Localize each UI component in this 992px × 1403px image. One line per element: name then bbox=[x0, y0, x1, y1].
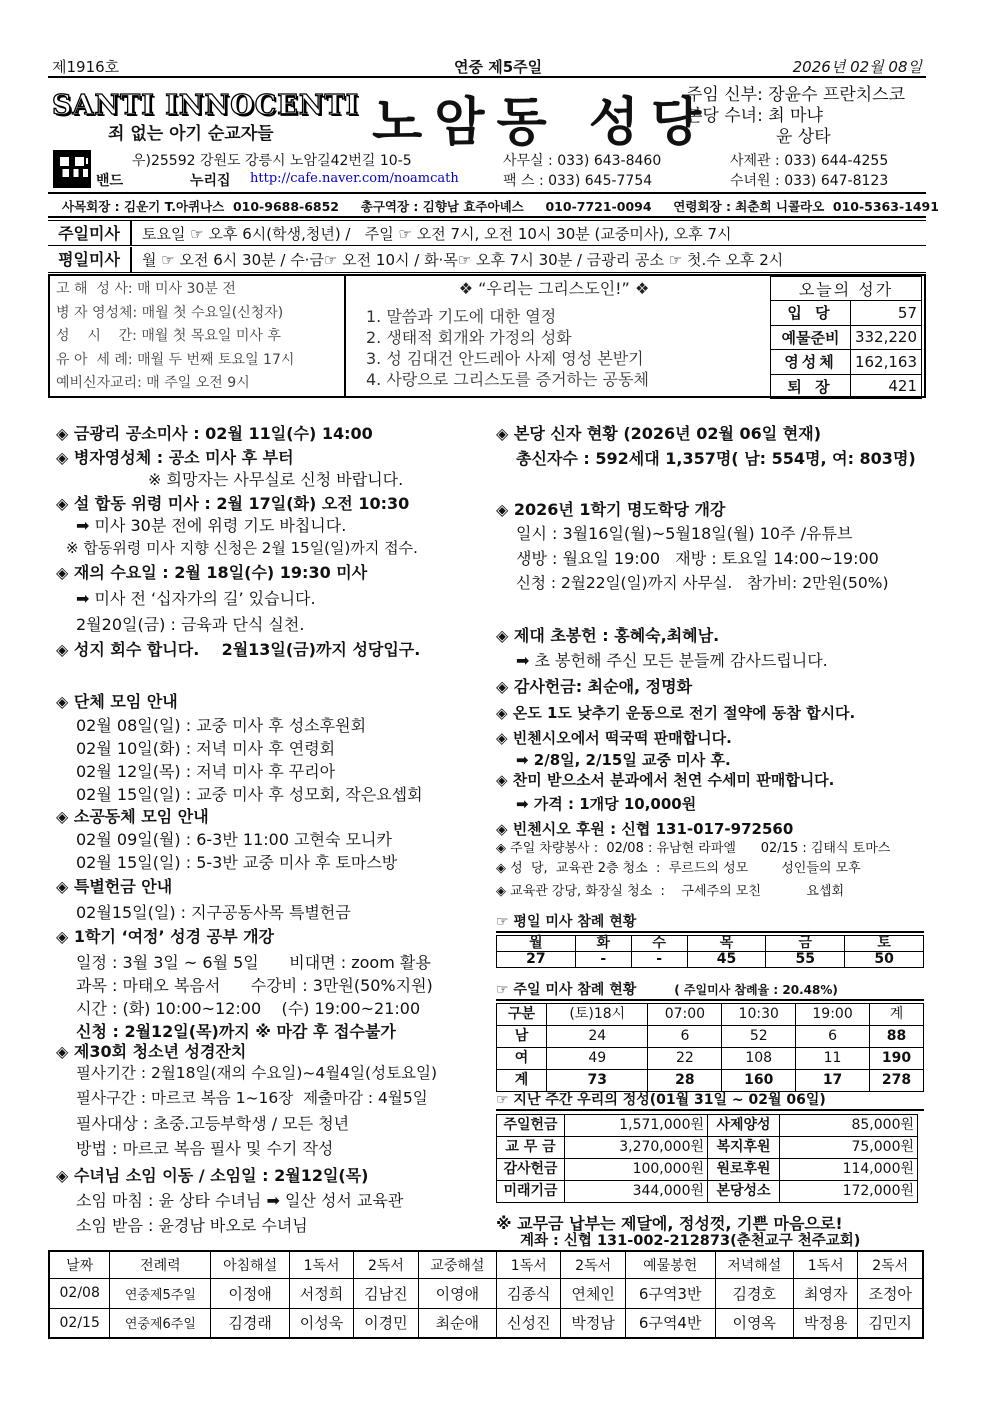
sunday-attendance-table bbox=[496, 1003, 924, 1092]
notice-heading: ◈ 본당 신자 현황 (2026년 02월 06일 현재) bbox=[496, 424, 822, 443]
church-name: 노암동 성당 bbox=[372, 93, 714, 153]
offering-amount: 3,270,000원 bbox=[565, 1137, 708, 1159]
tithe-notice: ※ 교무금 납부는 제달에, 정성껏, 기쁜 마음으로! bbox=[496, 1214, 843, 1233]
sunday-count: 24 bbox=[547, 1026, 648, 1048]
notice-line: 02월 09일(월) : 6-3반 11:00 고현숙 모니카 bbox=[76, 830, 392, 849]
roster-cell: 이경민 bbox=[354, 1308, 418, 1338]
notice-line: 생방 : 월요일 19:00 재방 : 토요일 14:00~19:00 bbox=[516, 549, 879, 568]
roster-cell: 박정용 bbox=[794, 1308, 858, 1338]
weekday-head: 월 bbox=[497, 936, 576, 952]
sunday-attendance-title-text: ☞ 주일 미사 참례 현황 bbox=[496, 982, 637, 998]
sunday-count: 28 bbox=[648, 1070, 722, 1092]
sunday-count: 22 bbox=[648, 1048, 722, 1070]
sacrament-item: 예비신자교리: 매 주일 오전 9시 bbox=[56, 375, 250, 391]
logo-english: SANTI INNOCENTI bbox=[52, 90, 360, 121]
roster-head: 저녁해설 bbox=[715, 1251, 793, 1278]
weekday-count: 45 bbox=[687, 952, 766, 968]
offering-label: 복지후원 bbox=[708, 1137, 780, 1159]
notice-heading: ◈ 재의 수요일 : 2월 18일(수) 19:30 미사 bbox=[56, 563, 368, 582]
notice-heading: ◈ 병자영성체 : 공소 미사 후 부터 bbox=[56, 448, 294, 467]
hymn-label: 퇴 장 bbox=[771, 374, 851, 399]
sunday-count: 160 bbox=[722, 1070, 796, 1092]
notice-line: 총신자수 : 592세대 1,357명( 남: 554명, 여: 803명) bbox=[516, 449, 916, 468]
notice-heading: ◈ 금광리 공소미사 : 02월 11일(수) 14:00 bbox=[56, 424, 373, 443]
sunday-total: 190 bbox=[869, 1048, 923, 1070]
offering-label: 본당성소 bbox=[708, 1181, 780, 1203]
notice-line: ➡ 2/8일, 2/15일 교중 미사 후. bbox=[516, 751, 731, 769]
notice-heading: ◈ 빈첸시오 후원 : 신협 131-017-972560 bbox=[496, 820, 794, 838]
website-link[interactable]: http://cafe.naver.com/noamcath bbox=[250, 171, 459, 186]
diamond-icon: ❖ bbox=[458, 279, 479, 298]
sunday-row-label: 남 bbox=[497, 1026, 547, 1048]
notice-heading: ◈ 2026년 1학기 명도학당 개강 bbox=[496, 500, 726, 519]
header-bar bbox=[48, 56, 926, 78]
rectory-tel: 사제관 : 033) 644-4255 bbox=[730, 153, 889, 169]
weekday-mass-label: 평일미사 bbox=[48, 247, 132, 272]
roster-head: 2독서 bbox=[354, 1251, 418, 1278]
offering-amount: 1,571,000원 bbox=[565, 1115, 708, 1137]
roster-cell: 김종식 bbox=[497, 1278, 561, 1308]
roster-cell: 6구역3반 bbox=[625, 1278, 715, 1308]
roster-head: 1독서 bbox=[794, 1251, 858, 1278]
roster-cell: 조정아 bbox=[858, 1278, 923, 1308]
weekday-count: 55 bbox=[766, 952, 845, 968]
sunday-mass-label: 주일미사 bbox=[48, 221, 132, 245]
diamond-icon: ❖ bbox=[629, 279, 650, 298]
weekday-head: 토 bbox=[845, 936, 924, 952]
roster-cell: 신성진 bbox=[497, 1308, 561, 1338]
notice-line: 필사기간 : 2월18일(재의 수요일)~4월4일(성토요일) bbox=[76, 1064, 438, 1082]
offering-amount: 344,000원 bbox=[565, 1181, 708, 1203]
roster-cell: 이영애 bbox=[418, 1278, 496, 1308]
motto-item: 3. 성 김대건 안드레아 사제 영성 본받기 bbox=[366, 349, 644, 368]
offering-label: 원로후원 bbox=[708, 1159, 780, 1181]
roster-head: 2독서 bbox=[561, 1251, 625, 1278]
notice-line: ➡ 미사 전 ‘십자가의 길’ 있습니다. bbox=[76, 589, 316, 608]
hymn-label: 영성체 bbox=[771, 350, 851, 375]
notice-line: 소임 받음 : 윤경남 바오로 수녀님 bbox=[76, 1216, 308, 1235]
pastor: 주임 신부: 장윤수 프란치스코 bbox=[686, 85, 906, 105]
sunday-attendance-title bbox=[496, 979, 924, 1001]
notice-line: 시간 : (화) 10:00~12:00 (수) 19:00~21:00 bbox=[76, 999, 421, 1018]
sunday-count: 6 bbox=[796, 1026, 870, 1048]
roster-head: 2독서 bbox=[858, 1251, 923, 1278]
roster-cell: 이성욱 bbox=[289, 1308, 353, 1338]
roster-liturgy: 연중제5주일 bbox=[110, 1278, 211, 1308]
roster-date: 02/15 bbox=[49, 1308, 110, 1338]
sacrament-item: 고 해 성 사: 매 미사 30분 전 bbox=[56, 281, 236, 297]
notice-line: 필사대상 : 초중.고등부학생 / 모든 청년 bbox=[76, 1114, 350, 1133]
notice-heading: ◈ 빈첸시오에서 떡국떡 판매합니다. bbox=[496, 729, 732, 747]
roster-date: 02/08 bbox=[49, 1278, 110, 1308]
sunday-count: 73 bbox=[547, 1070, 648, 1092]
roster-cell: 6구역4반 bbox=[625, 1308, 715, 1338]
offering-label: 미래기금 bbox=[497, 1181, 565, 1203]
qr-code-icon bbox=[53, 150, 91, 188]
notice-heading: ◈ 찬미 받으소서 분과에서 천연 수세미 판매합니다. bbox=[496, 771, 835, 789]
notice-line: 02월15일(일) : 지구공동사목 특별헌금 bbox=[76, 903, 351, 922]
bank-account: 계좌 : 신협 131-002-212873(춘천교구 천주교회) bbox=[520, 1233, 861, 1249]
sunday-mass-text: 토요일 ☞ 오후 6시(학생,청년) / 주일 ☞ 오전 7시, 오전 10시 30분 (교중미사), 오후 7시 bbox=[142, 225, 732, 243]
sunday-head: 19:00 bbox=[796, 1004, 870, 1026]
sunday-total: 88 bbox=[869, 1026, 923, 1048]
motto-item: 2. 생태적 회개와 가정의 성화 bbox=[366, 328, 572, 347]
parish-motto bbox=[346, 276, 762, 396]
issue-number: 제1916호 bbox=[52, 58, 120, 76]
office-fax: 팩 스 : 033) 645-7754 bbox=[503, 173, 653, 189]
sunday-head: 10:30 bbox=[722, 1004, 796, 1026]
weekday-head: 수 bbox=[631, 936, 687, 952]
notice-heading: ◈ 소공동체 모임 안내 bbox=[56, 807, 209, 826]
notice-heading: ◈ 단체 모임 안내 bbox=[56, 692, 178, 711]
roster-cell: 이정애 bbox=[211, 1278, 289, 1308]
notice-heading: ◈ 1학기 ‘여정’ 성경 공부 개강 bbox=[56, 927, 275, 946]
notice-line: 소임 마침 : 윤 상타 수녀님 ➡ 일산 성서 교육관 bbox=[76, 1191, 404, 1210]
sunday-count: 17 bbox=[796, 1070, 870, 1092]
notice-line: 신청 : 2월22일(일)까지 사무실. 참가비: 2만원(50%) bbox=[516, 574, 889, 592]
sacraments-list bbox=[50, 276, 346, 396]
roster-cell: 최영자 bbox=[794, 1278, 858, 1308]
roster-cell: 서정희 bbox=[289, 1278, 353, 1308]
notice-heading: ◈ 온도 1도 낮추기 운동으로 전기 절약에 동참 합시다. bbox=[496, 704, 856, 722]
sunday-count: 52 bbox=[722, 1026, 796, 1048]
notice-line: 02월 08일(일) : 교중 미사 후 성소후원회 bbox=[76, 716, 367, 735]
liturgy-roster bbox=[48, 1250, 924, 1339]
notice-line: ※ 합동위령 미사 지향 신청은 2월 15일(일)까지 접수. bbox=[66, 539, 418, 557]
notice-line: 과목 : 마태오 복음서 수강비 : 3만원(50%지원) bbox=[76, 976, 433, 995]
council-text: 사목회장 : 김운기 T.아퀴나스 010-9688-6852 총구역장 : 김향남 효주아녜스 010-7721-0094 연령회장 : 최춘희 니콜라오 010-5363-1491 bbox=[62, 199, 939, 214]
notice-line: 02월 15일(일) : 5-3반 교중 미사 후 토마스방 bbox=[76, 853, 398, 872]
sunday-row-label: 계 bbox=[497, 1070, 547, 1092]
sunday-head: (토)18시 bbox=[547, 1004, 648, 1026]
roster-head: 1독서 bbox=[497, 1251, 561, 1278]
offering-amount: 172,000원 bbox=[780, 1181, 918, 1203]
hymn-value: 332,220 bbox=[850, 325, 921, 350]
roster-head: 날짜 bbox=[49, 1251, 110, 1278]
roster-cell: 박정남 bbox=[561, 1308, 625, 1338]
roster-head: 전례력 bbox=[110, 1251, 211, 1278]
offering-title: ☞ 지난 주간 우리의 정성(01월 31일 ~ 02월 06일) bbox=[496, 1089, 924, 1111]
notice-line: ◈ 교육관 강당, 화장실 청소 : 구세주의 모친 요셉회 bbox=[496, 884, 845, 899]
band-label: 밴드 bbox=[96, 173, 124, 189]
office-tel: 사무실 : 033) 643-8460 bbox=[503, 153, 662, 169]
sacrament-item: 성 시 간: 매월 첫 목요일 미사 후 bbox=[56, 328, 281, 344]
sunday-total: 278 bbox=[869, 1070, 923, 1092]
offering-label: 교 무 금 bbox=[497, 1137, 565, 1159]
roster-cell: 김경래 bbox=[211, 1308, 289, 1338]
web-label: 누리집 bbox=[190, 173, 231, 189]
notice-heading: ◈ 제30회 청소년 성경잔치 bbox=[56, 1042, 247, 1061]
motto-item: 1. 말씀과 기도에 대한 열정 bbox=[366, 307, 557, 326]
sunday-row-label: 여 bbox=[497, 1048, 547, 1070]
hymn-label: 예물준비 bbox=[771, 325, 851, 350]
address: 우)25592 강원도 강릉시 노암길42번길 10-5 bbox=[132, 153, 412, 169]
notice-line: 02월 10일(화) : 저녁 미사 후 연령회 bbox=[76, 739, 336, 758]
notice-heading: ◈ 감사헌금: 최순애, 정명화 bbox=[496, 677, 693, 696]
liturgical-week: 연중 제5주일 bbox=[454, 58, 543, 76]
sunday-head: 계 bbox=[869, 1004, 923, 1026]
sunday-count: 108 bbox=[722, 1048, 796, 1070]
notice-line: 일정 : 3월 3일 ~ 6월 5일 비대면 : zoom 활용 bbox=[76, 953, 431, 972]
roster-cell: 연체인 bbox=[561, 1278, 625, 1308]
logo-korean: 죄 없는 아기 순교자들 bbox=[108, 124, 274, 144]
motto-title bbox=[366, 278, 742, 299]
notice-line: ◈ 주일 차량봉사 : 02/08 : 유남현 라파엘 02/15 : 김태식 토마스 bbox=[496, 841, 891, 856]
notice-line: ➡ 미사 30분 전에 위령 기도 바칩니다. bbox=[76, 516, 347, 535]
notice-heading: ◈ 설 합동 위령 미사 : 2월 17일(화) 오전 10:30 bbox=[56, 494, 410, 513]
info-box bbox=[48, 274, 926, 398]
weekday-count: - bbox=[575, 952, 631, 968]
weekday-count: 27 bbox=[497, 952, 576, 968]
hymns-title: 오늘의 성가 bbox=[771, 277, 922, 301]
hymn-value: 57 bbox=[850, 301, 921, 326]
offering-label: 주일헌금 bbox=[497, 1115, 565, 1137]
hymn-label: 입 당 bbox=[771, 301, 851, 326]
notice-line: 02월 15일(일) : 교중 미사 후 성모회, 작은요셉회 bbox=[76, 785, 423, 804]
council-line bbox=[48, 192, 939, 218]
offering-amount: 85,000원 bbox=[780, 1115, 918, 1137]
sunday-count: 11 bbox=[796, 1048, 870, 1070]
offering-amount: 100,000원 bbox=[565, 1159, 708, 1181]
roster-cell: 김경호 bbox=[715, 1278, 793, 1308]
roster-head: 교중해설 bbox=[418, 1251, 496, 1278]
hymns-table bbox=[770, 276, 922, 399]
roster-head: 예물봉헌 bbox=[625, 1251, 715, 1278]
sunday-head: 구분 bbox=[497, 1004, 547, 1026]
roster-head: 아침해설 bbox=[211, 1251, 289, 1278]
hymn-value: 421 bbox=[850, 374, 921, 399]
offering-amount: 75,000원 bbox=[780, 1137, 918, 1159]
sunday-head: 07:00 bbox=[648, 1004, 722, 1026]
roster-cell: 김민지 bbox=[858, 1308, 923, 1338]
issue-date: 2026년 02월 08일 bbox=[792, 58, 922, 76]
sacrament-item: 병 자 영성체: 매월 첫 수요일(신청자) bbox=[56, 304, 284, 321]
hymn-value: 162,163 bbox=[850, 350, 921, 375]
sacrament-item: 유 아 세 례: 매월 두 번째 토요일 17시 bbox=[56, 351, 295, 368]
weekday-head: 금 bbox=[766, 936, 845, 952]
motto-item: 4. 사랑으로 그리스도를 증거하는 공동체 bbox=[366, 370, 649, 389]
notice-line: 신청 : 2월12일(목)까지 ※ 마감 후 접수불가 bbox=[76, 1022, 396, 1041]
sunday-count: 49 bbox=[547, 1048, 648, 1070]
weekday-head: 목 bbox=[687, 936, 766, 952]
offering-table bbox=[496, 1114, 918, 1203]
notice-line: 방법 : 마르코 복음 필사 및 수기 작성 bbox=[76, 1139, 334, 1158]
notice-heading: ◈ 제대 초봉헌 : 홍혜숙,최혜남. bbox=[496, 626, 720, 645]
roster-cell: 이영옥 bbox=[715, 1308, 793, 1338]
weekday-head: 화 bbox=[575, 936, 631, 952]
notice-line: ➡ 가격 : 1개당 10,000원 bbox=[516, 795, 697, 813]
roster-cell: 최순애 bbox=[418, 1308, 496, 1338]
notice-heading: ◈ 수녀님 소임 이동 / 소임일 : 2월12일(목) bbox=[56, 1166, 369, 1185]
roster-liturgy: 연중제6주일 bbox=[110, 1308, 211, 1338]
roster-cell: 김남진 bbox=[354, 1278, 418, 1308]
weekday-mass-text: 월 ☞ 오전 6시 30분 / 수·금☞ 오전 10시 / 화·목☞ 오후 7시 30분 / 금광리 공소 ☞ 첫.수 오후 2시 bbox=[142, 251, 784, 269]
sister-2: 윤 상타 bbox=[776, 127, 831, 147]
sunday-mass-row bbox=[48, 220, 926, 246]
offering-label: 사제양성 bbox=[708, 1115, 780, 1137]
sister-1: 본당 수녀: 최 마냐 bbox=[686, 106, 823, 126]
weekday-count: 50 bbox=[845, 952, 924, 968]
offering-amount: 114,000원 bbox=[780, 1159, 918, 1181]
notice-line: ➡ 초 봉헌해 주신 모든 분들께 감사드립니다. bbox=[516, 651, 828, 670]
notice-line: ※ 희망자는 사무실로 신청 바랍니다. bbox=[148, 470, 404, 489]
convent-tel: 수녀원 : 033) 647-8123 bbox=[730, 173, 889, 189]
weekday-attendance-title: ☞ 평일 미사 참례 현황 bbox=[496, 911, 924, 933]
notice-line: 일시 : 3월16일(월)~5월18일(월) 10주 /유튜브 bbox=[516, 524, 853, 543]
notice-line: 필사구간 : 마르코 복음 1~16장 제출마감 : 4월5일 bbox=[76, 1089, 428, 1107]
motto-title-text: “우리는 그리스도인!” bbox=[478, 279, 630, 298]
notice-line: 02월 12일(목) : 저녁 미사 후 꾸리아 bbox=[76, 762, 336, 781]
roster-head: 1독서 bbox=[289, 1251, 353, 1278]
offering-label: 감사헌금 bbox=[497, 1159, 565, 1181]
hymns-panel bbox=[766, 276, 926, 396]
notice-line: 2월20일(금) : 금육과 단식 실천. bbox=[76, 615, 305, 634]
notice-heading: ◈ 특별헌금 안내 bbox=[56, 877, 173, 896]
weekday-count: - bbox=[631, 952, 687, 968]
weekday-mass-row bbox=[48, 247, 926, 273]
sunday-attendance-rate: ( 주일미사 참례율 : 20.48%) bbox=[674, 983, 838, 997]
notice-heading: ◈ 성지 회수 합니다. 2월13일(금)까지 성당입구. bbox=[56, 640, 421, 659]
notice-line: ◈ 성 당, 교육관 2층 청소 : 루르드의 성모 성인들의 모후 bbox=[496, 861, 861, 876]
weekday-attendance-table bbox=[496, 935, 924, 968]
sunday-count: 6 bbox=[648, 1026, 722, 1048]
